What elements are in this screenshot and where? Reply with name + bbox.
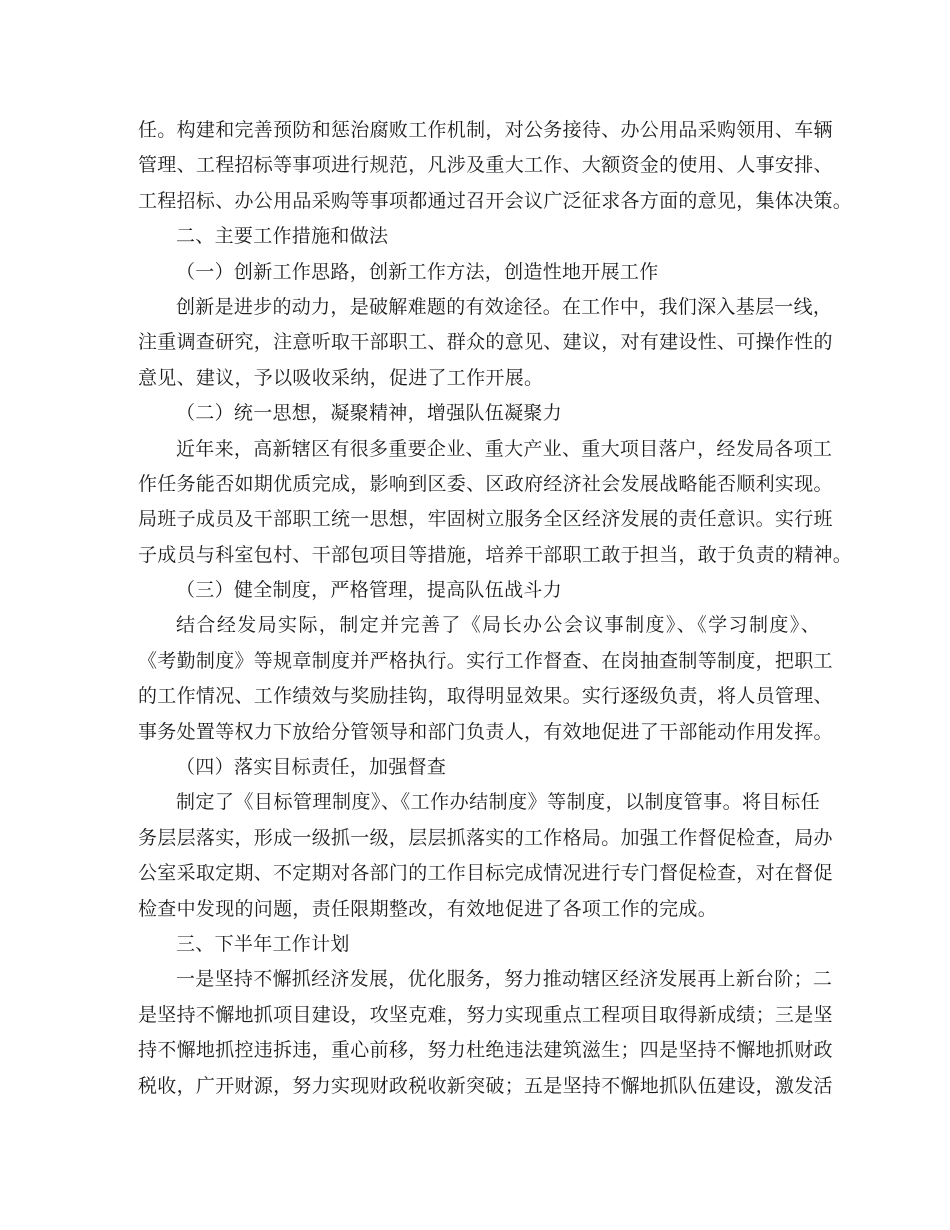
- text-line: 注重调查研究，注意听取干部职工、群众的意见、建议，对有建设性、可操作性的: [138, 331, 833, 354]
- subsection-heading-3: （三）健全制度，严格管理，提高队伍战斗力: [176, 579, 563, 602]
- text-line: 一是坚持不懈抓经济发展，优化服务，努力推动辖区经济发展再上新台阶；二: [176, 968, 833, 991]
- section-heading-2: 二、主要工作措施和做法: [176, 225, 389, 248]
- text-line: 制定了《目标管理制度》、《工作办结制度》等制度，以制度管事。将目标任: [176, 791, 820, 814]
- text-line: 任。构建和完善预防和惩治腐败工作机制，对公务接待、办公用品采购领用、车辆: [138, 119, 833, 141]
- text-line: 近年来，高新辖区有很多重要企业、重大产业、重大项目落户，经发局各项工: [176, 437, 833, 460]
- text-line: 子成员与科室包村、干部包项目等措施，培养干部职工敢于担当，敢于负责的精神。: [138, 543, 853, 566]
- text-line: 持不懈地抓控违拆违，重心前移，努力杜绝违法建筑滋生；四是坚持不懈地抓财政: [138, 1039, 833, 1062]
- text-line: 意见、建议，予以吸收采纳，促进了工作开展。: [138, 366, 544, 389]
- text-line: 税收，广开财源，努力实现财政税收新突破；五是坚持不懈地抓队伍建设，激发活: [138, 1074, 833, 1097]
- document-body: [138, 113, 853, 1104]
- text-line: 管理、工程招标等事项进行规范，凡涉及重大工作、大额资金的使用、人事安排、: [138, 154, 833, 177]
- text-line: 结合经发局实际，制定并完善了《局长办公会议事制度》、《学习制度》、: [176, 614, 820, 637]
- subsection-heading-1: （一）创新工作思路，创新工作方法，创造性地开展工作: [176, 260, 659, 283]
- section-heading-3: 三、下半年工作计划: [176, 932, 350, 955]
- text-line: 检查中发现的问题，责任限期整改，有效地促进了各项工作的完成。: [138, 897, 718, 920]
- text-line: 局班子成员及干部职工统一思想，牢固树立服务全区经济发展的责任意识。实行班: [138, 508, 833, 531]
- text-line: 《考勤制度》等规章制度并严格执行。实行工作督查、在岗抽查制等制度，把职工: [138, 649, 833, 672]
- subsection-heading-4: （四）落实目标责任，加强督查: [176, 756, 447, 779]
- text-line: 作任务能否如期优质完成，影响到区委、区政府经济社会发展战略能否顺利实现。: [138, 472, 833, 495]
- text-line: 创新是进步的动力，是破解难题的有效途径。在工作中，我们深入基层一线，: [176, 295, 833, 318]
- text-line: 务层层落实，形成一级抓一级，层层抓落实的工作格局。加强工作督促检查，局办: [138, 826, 833, 849]
- subsection-heading-2: （二）统一思想，凝聚精神，增强队伍凝聚力: [176, 402, 563, 425]
- text-line: 的工作情况、工作绩效与奖励挂钩，取得明显效果。实行逐级负责，将人员管理、: [138, 685, 833, 708]
- text-line: 事务处置等权力下放给分管领导和部门负责人，有效地促进了干部能动作用发挥。: [138, 720, 833, 743]
- text-line: 工程招标、办公用品采购等事项都通过召开会议广泛征求各方面的意见，集体决策。: [138, 189, 853, 212]
- text-line: 是坚持不懈地抓项目建设，攻坚克难，努力实现重点工程项目取得新成绩；三是坚: [138, 1003, 833, 1026]
- text-line: 公室采取定期、不定期对各部门的工作目标完成情况进行专门督促检查，对在督促: [138, 862, 833, 885]
